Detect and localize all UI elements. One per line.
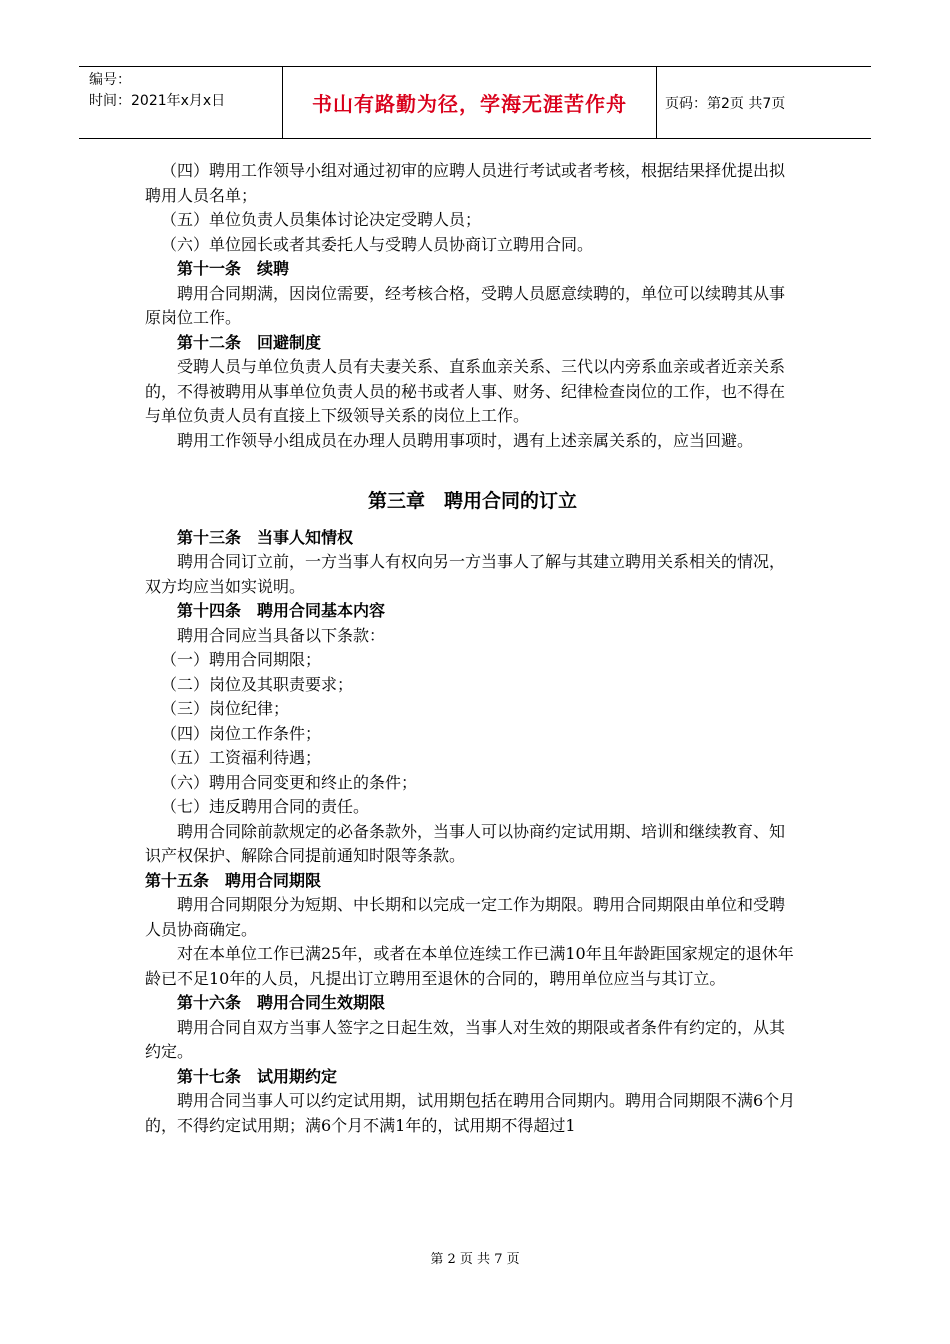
paragraph: 聘用合同订立前，一方当事人有权向另一方当事人了解与其建立聘用关系相关的情况，双方均应当如实说明。	[145, 552, 786, 596]
chapter-title: 第三章 聘用合同的订立	[367, 490, 577, 512]
paragraph: 聘用合同除前款规定的必备条款外，当事人可以协商约定试用期、培训和继续教育、知识产权保护、解除合同提前通知时限等条款。	[145, 821, 786, 865]
list-item: （一）聘用合同期限；	[161, 650, 322, 669]
paragraph: 对在本单位工作已满25年，或者在本单位连续工作已满10年且年龄距国家规定的退休年龄已不足10年的人员，凡提出订立聘用至退休的合同的，聘用单位应当与其订立。	[145, 944, 794, 988]
page-footer: 第 2 页 共 7 页	[430, 1252, 520, 1267]
paragraph: （六）单位园长或者其委托人与受聘人员协商订立聘用合同。	[161, 234, 594, 254]
list-item: （七）违反聘用合同的责任。	[161, 797, 370, 816]
article-heading: 第十七条 试用期约定	[177, 1066, 338, 1086]
paragraph: 聘用合同应当具备以下条款：	[177, 625, 386, 645]
header-motto: 书山有路勤为径，学海无涯苦作舟	[283, 67, 657, 138]
article-heading: 第十二条 回避制度	[177, 332, 322, 352]
article-heading: 第十六条 聘用合同生效期限	[177, 993, 386, 1012]
paragraph: 聘用合同期限分为短期、中长期和以完成一定工作为期限。聘用合同期限由单位和受聘人员协商确定。	[145, 895, 786, 939]
header-meta	[79, 67, 283, 138]
list-item: （二）岗位及其职责要求；	[161, 674, 354, 694]
page-header	[79, 66, 871, 139]
article-heading: 第十一条 续聘	[177, 259, 290, 278]
paragraph: 聘用合同期满，因岗位需要，经考核合格，受聘人员愿意续聘的，单位可以续聘其从事原岗位工作。	[145, 283, 786, 327]
list-item: （三）岗位纪律；	[161, 699, 290, 718]
document-body	[145, 159, 800, 1138]
list-item: （六）聘用合同变更和终止的条件；	[161, 772, 418, 792]
paragraph: 聘用合同当事人可以约定试用期，试用期包括在聘用合同期内。聘用合同期限不满6个月的，不得约定试用期；满6个月不满1年的，试用期不得超过1	[145, 1091, 796, 1135]
article-heading: 第十三条 当事人知情权	[177, 527, 354, 547]
paragraph: （四）聘用工作领导小组对通过初审的应聘人员进行考试或者考核，根据结果择优提出拟聘用人员名单；	[145, 161, 786, 205]
list-item: （五）工资福利待遇；	[161, 748, 322, 767]
paragraph: 受聘人员与单位负责人员有夫妻关系、直系血亲关系、三代以内旁系血亲或者近亲关系的，不得被聘用从事单位负责人员的秘书或者人事、财务、纪律检查岗位的工作，也不得在与单位负责人员有直接上下级领导关系的岗位上工作。	[145, 357, 786, 425]
article-heading: 第十五条 聘用合同期限	[145, 870, 322, 890]
header-page-code: 页码：第2页 共7页	[665, 95, 786, 112]
header-number-label: 编号：	[89, 72, 131, 88]
paragraph: 聘用合同自双方当事人签字之日起生效，当事人对生效的期限或者条件有约定的，从其约定。	[145, 1017, 786, 1061]
paragraph: 聘用工作领导小组成员在办理人员聘用事项时，遇有上述亲属关系的，应当回避。	[177, 430, 754, 450]
paragraph: （五）单位负责人员集体讨论决定受聘人员；	[161, 210, 482, 229]
article-heading: 第十四条 聘用合同基本内容	[177, 601, 386, 620]
list-item: （四）岗位工作条件；	[161, 723, 322, 743]
header-time-label: 时间：2021年x月x日	[89, 93, 226, 109]
